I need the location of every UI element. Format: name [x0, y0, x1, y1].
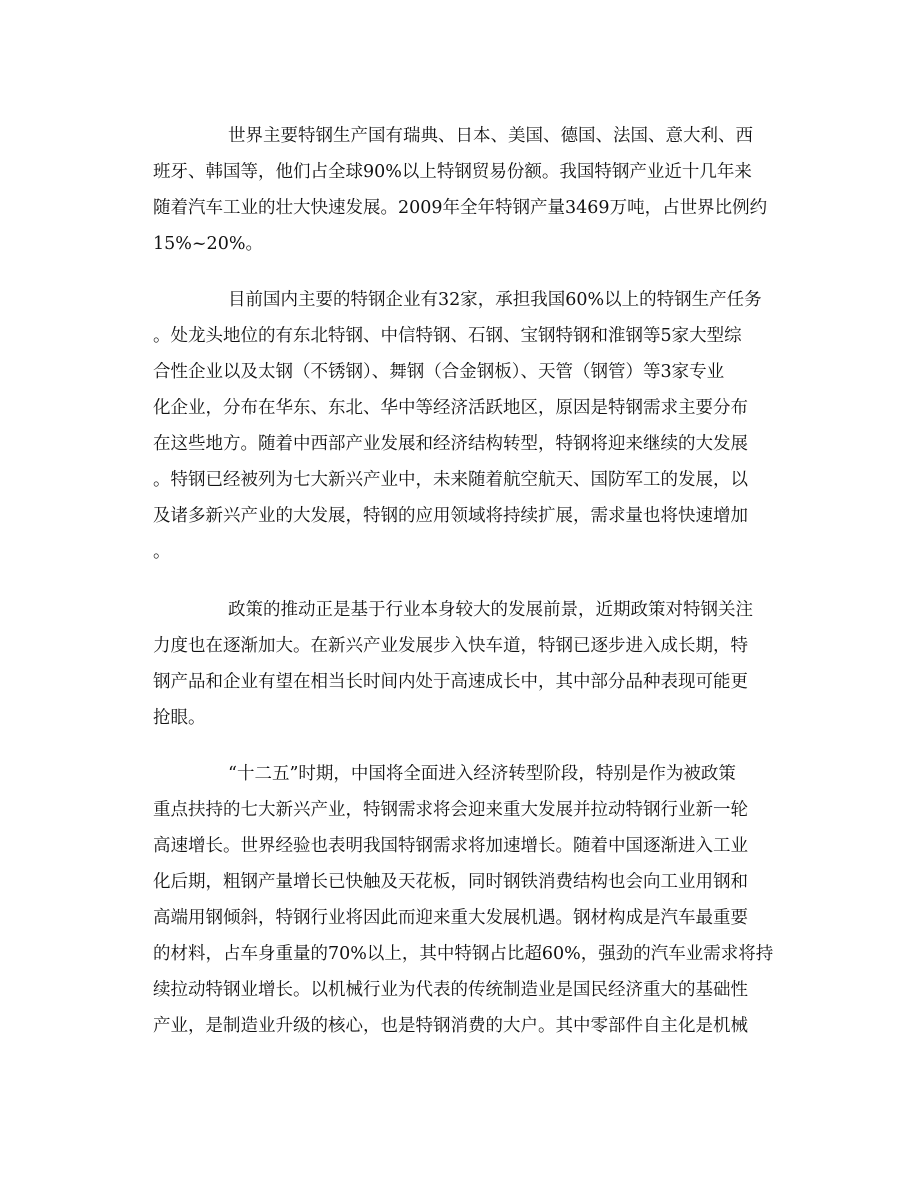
- paragraph-3-line-3: 钢产品和企业有望在相当长时间内处于高速成长中，其中部分品种表现可能更: [153, 672, 748, 692]
- paragraph-4-line-5: 高端用钢倾斜，特钢行业将因此而迎来重大发展机遇。钢材构成是汽车最重要: [153, 908, 748, 928]
- paragraph-1-line-4: 15%~20%。: [153, 234, 263, 254]
- paragraph-1-line-2: 班牙、韩国等，他们占全球90%以上特钢贸易份额。我国特钢产业近十几年来: [153, 162, 752, 182]
- paragraph-2-line-1: 目前国内主要的特钢企业有32家，承担我国60%以上的特钢生产任务: [228, 290, 762, 310]
- paragraph-4-line-2: 重点扶持的七大新兴产业，特钢需求将会迎来重大发展并拉动特钢行业新一轮: [153, 800, 748, 820]
- paragraph-4-line-4: 化后期，粗钢产量增长已快触及天花板，同时钢铁消费结构也会向工业用钢和: [153, 872, 748, 892]
- paragraph-2-line-6: 。特钢已经被列为七大新兴产业中，未来随着航空航天、国防军工的发展，以: [153, 470, 748, 490]
- paragraph-4-line-1: “十二五”时期，中国将全面进入经济转型阶段，特别是作为被政策: [228, 764, 736, 784]
- paragraph-4-line-8: 产业，是制造业升级的核心，也是特钢消费的大户。其中零部件自主化是机械: [153, 1016, 748, 1036]
- paragraph-2-line-8: 。: [153, 542, 171, 562]
- paragraph-2-line-2: 。处龙头地位的有东北特钢、中信特钢、石钢、宝钢特钢和淮钢等5家大型综: [153, 326, 742, 346]
- paragraph-3-line-4: 抢眼。: [153, 708, 206, 728]
- paragraph-2-line-3: 合性企业以及太钢（不锈钢）、舞钢（合金钢板）、天管（钢管）等3家专业: [153, 362, 725, 382]
- paragraph-2-line-4: 化企业，分布在华东、东北、华中等经济活跃地区，原因是特钢需求主要分布: [153, 398, 748, 418]
- paragraph-1-line-3: 随着汽车工业的壮大快速发展。2009年全年特钢产量3469万吨，占世界比例约: [153, 198, 768, 218]
- paragraph-2-line-7: 及诸多新兴产业的大发展，特钢的应用领域将持续扩展，需求量也将快速增加: [153, 506, 748, 526]
- paragraph-4-line-7: 续拉动特钢业增长。以机械行业为代表的传统制造业是国民经济重大的基础性: [153, 980, 748, 1000]
- paragraph-4-line-6: 的材料，占车身重量的70%以上，其中特钢占比超60%，强劲的汽车业需求将持: [153, 944, 774, 964]
- paragraph-1-line-1: 世界主要特钢生产国有瑞典、日本、美国、德国、法国、意大利、西: [228, 126, 753, 146]
- paragraph-2-line-5: 在这些地方。随着中西部产业发展和经济结构转型，特钢将迎来继续的大发展: [153, 434, 748, 454]
- paragraph-3-line-2: 力度也在逐渐加大。在新兴产业发展步入快车道，特钢已逐步进入成长期，特: [153, 636, 748, 656]
- paragraph-4-line-3: 高速增长。世界经验也表明我国特钢需求将加速增长。随着中国逐渐进入工业: [153, 836, 748, 856]
- paragraph-3-line-1: 政策的推动正是基于行业本身较大的发展前景，近期政策对特钢关注: [228, 600, 753, 620]
